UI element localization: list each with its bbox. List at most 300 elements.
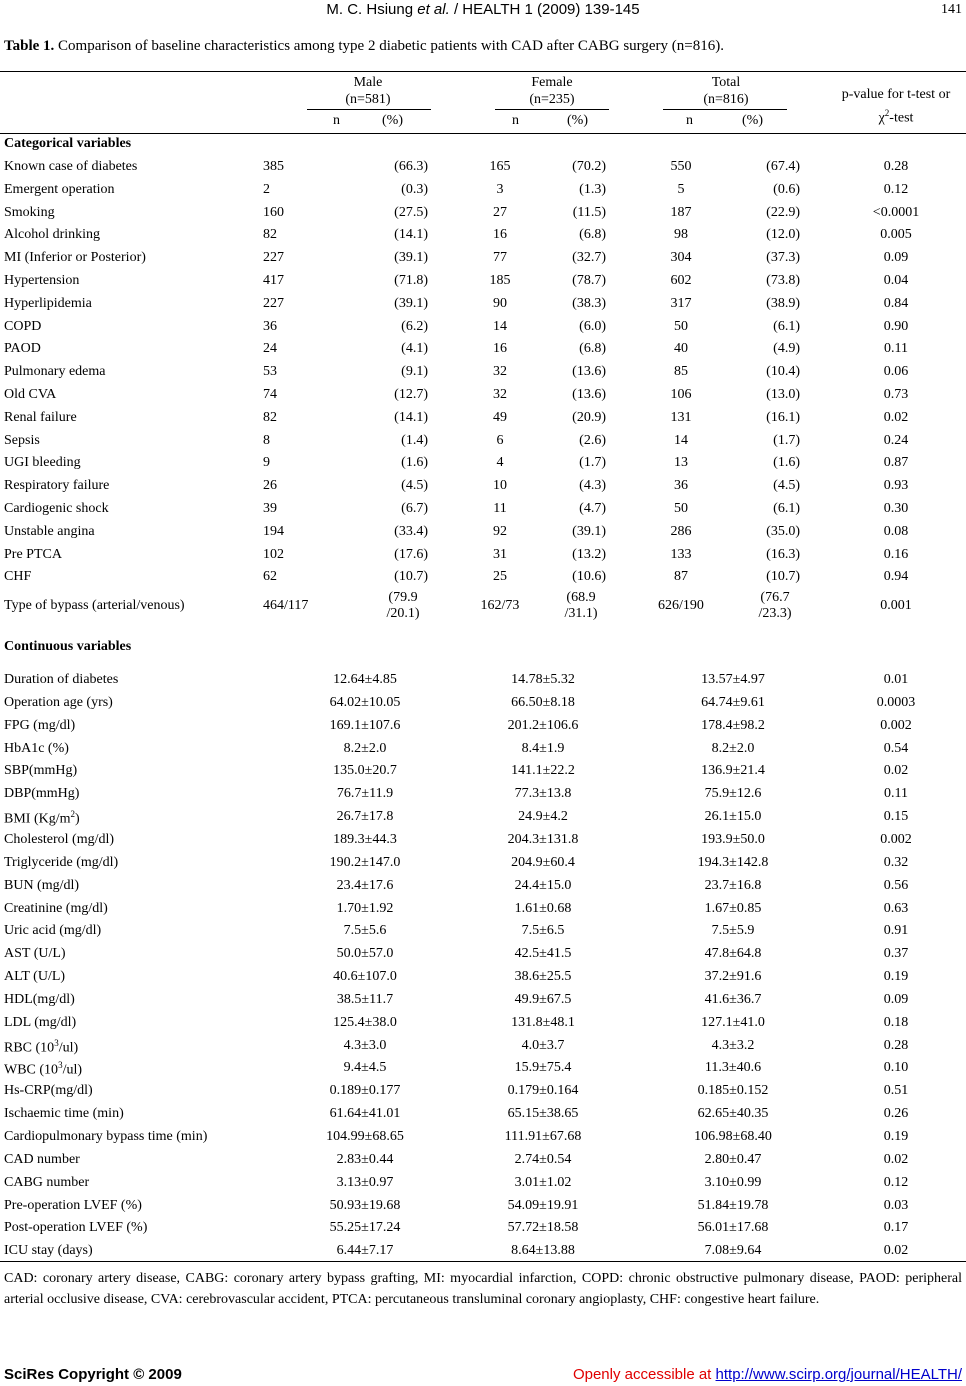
female-mean-sd: 42.5±41.5 [514, 946, 572, 962]
female-pct: (13.2) [572, 546, 606, 562]
chi-symbol: χ [878, 110, 885, 126]
total-mean-sd: 62.65±40.35 [697, 1106, 769, 1122]
total-mean-sd: 4.3±3.2 [711, 1037, 755, 1053]
col-male-header [298, 74, 438, 108]
footer-access [573, 1366, 962, 1383]
p-value: 0.37 [883, 946, 909, 962]
male-mean-sd: 9.4±4.5 [343, 1060, 387, 1076]
row-label-suffix: /ul) [62, 1063, 83, 1079]
female-mean-sd: 204.9±60.4 [511, 854, 575, 870]
header-bottom-rule [0, 133, 966, 134]
row-label-text: ALT (U/L) [4, 969, 66, 985]
p-value: 0.02 [883, 1151, 909, 1167]
row-label [4, 992, 75, 1008]
male-n: 385 [263, 159, 284, 174]
female-pct-b: /31.1) [564, 606, 598, 621]
female-n: 3 [496, 181, 504, 197]
chi-superscript: 2 [884, 108, 890, 118]
section-continuous: Continuous variables [4, 639, 132, 654]
row-label [4, 718, 75, 734]
male-n: 74 [263, 387, 277, 402]
female-n: 92 [493, 523, 507, 539]
male-pct: (4.1) [401, 341, 428, 357]
female-mean-sd: 66.50±8.18 [511, 694, 575, 710]
female-n: 16 [493, 341, 507, 357]
total-pct: (13.0) [766, 387, 800, 402]
row-label-text: Uric acid (mg/dl) [4, 923, 102, 939]
col-female-count: (n=235) [529, 92, 575, 107]
male-n: 2 [263, 181, 270, 197]
male-n: 24 [263, 341, 277, 357]
total-pct: (37.3) [766, 250, 800, 266]
col-total-header [656, 74, 796, 108]
male-pct: (33.4) [394, 523, 428, 539]
total-n: 87 [674, 569, 688, 585]
female-pct: (6.0) [579, 318, 606, 334]
p-value: 0.56 [883, 877, 909, 893]
row-label: Alcohol drinking [4, 227, 101, 243]
male-pct [378, 590, 428, 622]
p-value: 0.02 [883, 763, 909, 779]
total-pct: (10.7) [766, 569, 800, 585]
male-n: 36 [263, 318, 277, 334]
male-n: 227 [263, 295, 284, 311]
male-mean-sd: 8.2±2.0 [343, 740, 387, 756]
total-mean-sd: 8.2±2.0 [711, 740, 755, 756]
female-pct: (1.7) [579, 455, 606, 471]
male-pct: (9.1) [401, 364, 428, 380]
total-mean-sd: 178.4±98.2 [701, 717, 765, 733]
footer-journal-link[interactable]: http://www.scirp.org/journal/HEALTH/ [715, 1366, 962, 1383]
p-value: 0.54 [883, 740, 909, 756]
row-label: Sepsis [4, 432, 40, 448]
p-value: 0.30 [883, 501, 909, 516]
row-label-text: RBC (10 [4, 1040, 55, 1056]
p-value: 0.19 [883, 969, 909, 985]
male-n: 39 [263, 501, 277, 516]
row-label: Pulmonary edema [4, 364, 106, 380]
female-n: 162/73 [480, 598, 520, 613]
female-mean-sd: 8.64±13.88 [511, 1243, 575, 1259]
female-n: 25 [493, 569, 507, 585]
male-mean-sd: 1.70±1.92 [336, 900, 394, 916]
row-label-superscript: 3 [54, 1037, 59, 1048]
p-value: 0.94 [883, 569, 909, 585]
subhead-male-pct: (%) [382, 113, 403, 128]
female-n: 16 [493, 227, 507, 243]
male-n: 8 [263, 432, 270, 448]
p-value: 0.91 [883, 923, 909, 939]
col-total-underline [663, 109, 787, 110]
total-mean-sd: 194.3±142.8 [697, 854, 769, 870]
p-value: 0.03 [883, 1197, 909, 1213]
male-n: 82 [263, 409, 277, 425]
col-female-title: Female [531, 75, 573, 90]
subhead-female-n: n [512, 113, 519, 128]
male-mean-sd: 125.4±38.0 [333, 1014, 397, 1030]
total-mean-sd: 23.7±16.8 [704, 877, 762, 893]
total-n: 106 [670, 387, 692, 402]
row-label [4, 1038, 78, 1057]
female-pct: (78.7) [572, 273, 606, 288]
male-mean-sd: 190.2±147.0 [329, 854, 401, 870]
row-label [4, 1083, 93, 1099]
p-value: 0.002 [880, 831, 912, 847]
male-pct: (6.2) [401, 318, 428, 334]
female-mean-sd: 0.179±0.164 [507, 1083, 579, 1099]
row-label [4, 901, 108, 917]
row-label: Respiratory failure [4, 478, 110, 494]
p-value: 0.005 [880, 227, 912, 243]
female-mean-sd: 54.09±19.91 [507, 1197, 579, 1213]
p-value: 0.28 [883, 159, 909, 174]
table-caption [4, 38, 724, 55]
running-head-etal: et al. [417, 1, 450, 18]
row-label-text: AST (U/L) [4, 946, 66, 962]
row-label: Pre PTCA [4, 546, 62, 562]
p-value: 0.01 [883, 672, 909, 687]
row-label-text: Duration of diabetes [4, 672, 119, 687]
table-row-bypass [0, 590, 966, 626]
female-n: 14 [493, 318, 507, 334]
total-pct: (10.4) [766, 364, 800, 380]
p-value: 0.19 [883, 1129, 909, 1144]
female-mean-sd: 3.01±1.02 [514, 1174, 572, 1190]
male-mean-sd: 64.02±10.05 [329, 694, 401, 710]
male-pct: (71.8) [394, 273, 428, 288]
row-label-text: BUN (mg/dl) [4, 877, 80, 893]
row-label-text: HDL(mg/dl) [4, 991, 75, 1007]
male-n: 194 [263, 523, 284, 539]
male-mean-sd: 3.13±0.97 [336, 1174, 394, 1190]
total-mean-sd: 26.1±15.0 [704, 809, 762, 825]
female-n: 31 [493, 546, 507, 562]
male-pct: (6.7) [401, 501, 428, 516]
male-mean-sd: 135.0±20.7 [333, 763, 397, 779]
male-mean-sd: 4.3±3.0 [343, 1037, 387, 1053]
female-mean-sd: 65.15±38.65 [507, 1106, 579, 1122]
male-pct: (66.3) [394, 159, 428, 174]
total-mean-sd: 51.84±19.78 [697, 1197, 769, 1213]
p-value: 0.09 [883, 991, 909, 1007]
female-mean-sd: 1.61±0.68 [514, 900, 572, 916]
total-n: 50 [674, 318, 688, 334]
row-label-superscript: 3 [58, 1060, 63, 1071]
row-label: PAOD [4, 341, 41, 357]
row-label: MI (Inferior or Posterior) [4, 250, 146, 266]
total-mean-sd: 1.67±0.85 [704, 900, 762, 916]
p-value: 0.12 [883, 1174, 909, 1190]
total-mean-sd: 75.9±12.6 [704, 786, 762, 802]
female-mean-sd: 24.9±4.2 [518, 809, 568, 825]
female-n: 32 [493, 364, 507, 380]
female-pct: (39.1) [572, 523, 606, 539]
male-mean-sd: 40.6±107.0 [333, 969, 397, 985]
table-bottom-rule [0, 1261, 966, 1262]
table-caption-label: Table 1. [4, 38, 55, 54]
p-value: 0.32 [883, 854, 909, 870]
row-label [4, 1175, 89, 1191]
total-pct: (1.7) [773, 432, 800, 448]
row-label [4, 672, 118, 688]
total-n: 13 [674, 455, 688, 471]
female-mean-sd: 7.5±6.5 [521, 923, 565, 939]
section-categorical: Categorical variables [4, 136, 132, 151]
p-value: 0.63 [883, 900, 909, 916]
footer-access-text: Openly accessible at [572, 1366, 716, 1383]
table-footnote: CAD: coronary artery disease, CABG: coronary artery bypass grafting, MI: myocardial infarction, COPD: chronic obstructive pulmonary disease, PAOD: peripheral arterial occlusive disease, CVA: cerebrovascular accident, PTCA: percutaneous transluminal coronary angioplasty, CHF: congestive heart failure. [4, 1271, 962, 1307]
total-n: 14 [674, 432, 688, 448]
male-n: 53 [263, 364, 277, 380]
male-n: 9 [263, 455, 270, 471]
p-value: 0.06 [883, 364, 909, 380]
male-pct: (39.1) [394, 250, 428, 266]
female-n: 32 [493, 387, 507, 402]
female-n: 27 [493, 204, 507, 220]
total-n: 85 [674, 364, 688, 380]
row-label [4, 969, 65, 985]
female-mean-sd: 111.91±67.68 [504, 1129, 582, 1144]
total-n: 50 [674, 501, 688, 516]
col-total-title: Total [711, 75, 741, 90]
male-pct: (39.1) [394, 295, 428, 311]
male-pct: (12.7) [394, 387, 428, 402]
running-head-journal: / HEALTH 1 (2009) 139-145 [453, 1, 640, 18]
row-label [4, 946, 66, 962]
female-pct: (10.6) [572, 569, 606, 585]
row-label [4, 1220, 147, 1236]
subhead-total-pct: (%) [742, 113, 763, 128]
row-label-suffix: ) [75, 811, 80, 827]
male-mean-sd: 26.7±17.8 [336, 809, 394, 825]
female-mean-sd: 131.8±48.1 [511, 1014, 575, 1030]
total-mean-sd: 64.74±9.61 [701, 694, 765, 710]
p-value: 0.09 [883, 250, 909, 266]
total-mean-sd: 3.10±0.99 [704, 1174, 762, 1190]
row-label [4, 1060, 82, 1079]
total-n: 602 [670, 273, 692, 288]
total-n: 187 [670, 204, 692, 220]
female-n: 49 [493, 409, 507, 425]
row-label: UGI bleeding [4, 455, 81, 471]
male-mean-sd: 55.25±17.24 [329, 1220, 401, 1236]
row-label [4, 878, 79, 894]
p-value: 0.73 [883, 387, 909, 402]
male-mean-sd: 50.93±19.68 [329, 1197, 401, 1213]
row-label: Emergent operation [4, 181, 115, 197]
chi-suffix: -test [889, 110, 914, 126]
p-value: 0.24 [883, 432, 909, 448]
p-value: 0.001 [880, 598, 912, 613]
p-value: 0.04 [883, 273, 909, 288]
row-label: Hypertension [4, 273, 80, 288]
total-n: 133 [670, 546, 692, 562]
total-mean-sd: 56.01±17.68 [697, 1220, 769, 1236]
male-n: 62 [263, 569, 277, 585]
male-mean-sd: 23.4±17.6 [336, 877, 394, 893]
row-label [4, 923, 101, 939]
row-label [4, 741, 69, 757]
row-label-text: Operation age (yrs) [4, 694, 113, 710]
col-pvalue-line2 [828, 104, 964, 128]
female-pct: (1.3) [579, 181, 606, 197]
total-n: 36 [674, 478, 688, 494]
male-pct: (10.7) [394, 569, 428, 585]
male-pct-b: /20.1) [386, 606, 420, 621]
row-label-text: Triglyceride (mg/dl) [4, 854, 119, 870]
male-n: 82 [263, 227, 277, 243]
female-n: 77 [493, 250, 507, 266]
female-mean-sd: 204.3±131.8 [507, 831, 579, 847]
row-label-text: LDL (mg/dl) [4, 1014, 77, 1030]
p-value: 0.17 [883, 1220, 909, 1236]
row-label [4, 855, 118, 871]
female-pct: (32.7) [572, 250, 606, 266]
page-number: 141 [941, 2, 962, 17]
total-pct: (35.0) [766, 523, 800, 539]
row-label: Known case of diabetes [4, 159, 138, 174]
row-label: Hyperlipidemia [4, 295, 92, 311]
row-label-text: Hs-CRP(mg/dl) [4, 1083, 93, 1099]
p-value: 0.08 [883, 523, 909, 539]
total-pct: (6.1) [773, 501, 800, 516]
male-n: 26 [263, 478, 277, 494]
row-label-text: HbA1c (%) [4, 740, 69, 756]
p-value: 0.26 [883, 1106, 909, 1122]
p-value: 0.12 [883, 181, 909, 197]
p-value: 0.51 [883, 1083, 909, 1099]
p-value: 0.18 [883, 1014, 909, 1030]
female-pct: (20.9) [572, 409, 606, 425]
female-pct: (2.6) [579, 432, 606, 448]
male-mean-sd: 38.5±11.7 [336, 991, 394, 1007]
row-label-text: Ischaemic time (min) [4, 1106, 124, 1122]
p-value: 0.02 [883, 1243, 909, 1259]
p-value: 0.0003 [876, 694, 916, 710]
female-pct: (4.3) [579, 478, 606, 494]
row-label-text: CAD number [4, 1151, 80, 1167]
p-value: 0.16 [883, 546, 909, 562]
male-mean-sd: 189.3±44.3 [333, 831, 397, 847]
row-label-text: Cholesterol (mg/dl) [4, 831, 115, 847]
female-mean-sd: 201.2±106.6 [507, 717, 579, 733]
male-mean-sd: 50.0±57.0 [336, 946, 394, 962]
p-value: 0.84 [883, 295, 909, 311]
male-mean-sd: 6.44±7.17 [336, 1243, 394, 1259]
female-mean-sd: 15.9±75.4 [514, 1060, 572, 1076]
table-caption-text: Comparison of baseline characteristics among type 2 diabetic patients with CAD after CABG surgery (n=816). [54, 38, 724, 54]
running-head [0, 1, 966, 18]
col-pvalue-header [828, 85, 964, 128]
row-label: COPD [4, 318, 42, 334]
total-n: 550 [670, 159, 692, 174]
female-mean-sd: 77.3±13.8 [514, 786, 572, 802]
male-mean-sd: 76.7±11.9 [336, 786, 394, 802]
total-n: 40 [674, 341, 688, 357]
male-mean-sd: 0.189±0.177 [329, 1083, 401, 1099]
female-pct-a: (68.9 [566, 590, 596, 605]
col-female-underline [495, 109, 609, 110]
female-n: 10 [493, 478, 507, 494]
p-value: 0.02 [883, 409, 909, 425]
p-value: 0.11 [884, 786, 908, 802]
total-n: 98 [674, 227, 688, 243]
row-label-superscript: 2 [70, 809, 75, 820]
row-label [4, 1129, 207, 1145]
total-pct-b: /23.3) [758, 606, 792, 621]
row-label-text: CABG number [4, 1174, 90, 1190]
total-pct: (16.1) [766, 409, 800, 425]
row-label: Renal failure [4, 409, 77, 425]
row-label-text: Pre-operation LVEF (%) [4, 1197, 142, 1213]
male-mean-sd: 12.64±4.85 [333, 672, 397, 687]
col-male-count: (n=581) [345, 92, 391, 107]
p-value: 0.002 [880, 717, 912, 733]
p-value: 0.90 [883, 318, 909, 334]
total-mean-sd: 11.3±40.6 [704, 1060, 762, 1076]
female-n: 11 [493, 501, 507, 516]
female-pct [556, 590, 606, 622]
male-pct: (27.5) [394, 204, 428, 220]
total-n: 317 [670, 295, 692, 311]
row-label [4, 763, 77, 779]
total-n: 131 [670, 409, 692, 425]
male-n: 227 [263, 250, 284, 266]
male-n: 464/117 [263, 598, 309, 613]
male-pct: (1.4) [401, 432, 428, 448]
row-label-text: ICU stay (days) [4, 1243, 93, 1259]
total-mean-sd: 41.6±36.7 [704, 991, 762, 1007]
row-label-text: Cardiopulmonary bypass time (min) [4, 1129, 208, 1144]
female-pct: (6.8) [579, 227, 606, 243]
row-label-text: FPG (mg/dl) [4, 717, 76, 733]
row-label [4, 1243, 93, 1259]
col-pvalue-line1: p-value for t-test or [841, 87, 951, 102]
row-label [4, 786, 79, 802]
female-pct: (38.3) [572, 295, 606, 311]
subhead-female-pct: (%) [567, 113, 588, 128]
row-label-text: SBP(mmHg) [4, 763, 78, 779]
female-pct: (11.5) [572, 204, 606, 220]
total-mean-sd: 193.9±50.0 [701, 831, 765, 847]
row-label-text: Post-operation LVEF (%) [4, 1220, 148, 1236]
total-mean-sd: 7.5±5.9 [711, 923, 755, 939]
total-mean-sd: 37.2±91.6 [704, 969, 762, 985]
total-mean-sd: 47.8±64.8 [704, 946, 762, 962]
page-header [0, 0, 966, 22]
female-mean-sd: 8.4±1.9 [521, 740, 565, 756]
col-male-title: Male [353, 75, 383, 90]
row-label [4, 832, 114, 848]
male-mean-sd: 104.99±68.65 [326, 1129, 404, 1144]
male-pct: (0.3) [401, 181, 428, 197]
row-label [4, 1015, 76, 1031]
total-pct: (12.0) [766, 227, 800, 243]
male-pct: (4.5) [401, 478, 428, 494]
p-value: 0.10 [883, 1060, 909, 1076]
male-pct: (14.1) [394, 227, 428, 243]
total-pct: (16.3) [766, 546, 800, 562]
total-pct: (4.5) [773, 478, 800, 494]
row-label: CHF [4, 569, 32, 585]
female-mean-sd: 14.78±5.32 [511, 672, 575, 687]
total-pct: (67.4) [766, 159, 800, 174]
total-pct: (38.9) [766, 295, 800, 311]
row-label [4, 1198, 142, 1214]
row-label [4, 809, 80, 828]
female-pct: (4.7) [579, 501, 606, 516]
female-pct: (6.8) [579, 341, 606, 357]
